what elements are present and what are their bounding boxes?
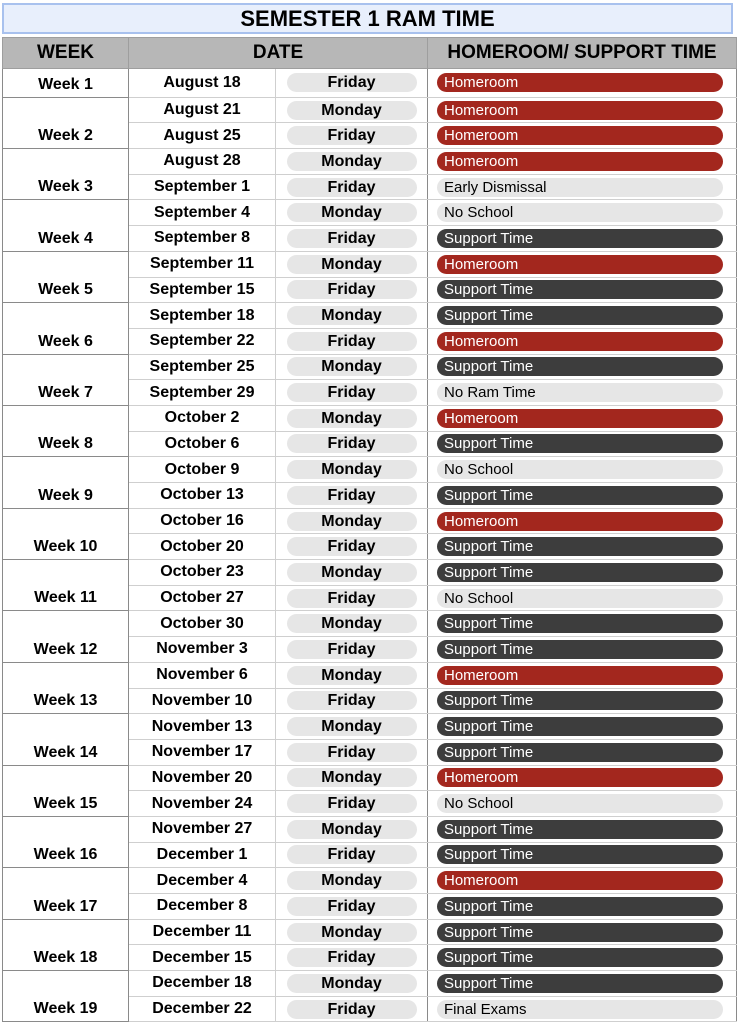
day-chip[interactable]: Monday	[287, 357, 417, 376]
sheet-title[interactable]: SEMESTER 1 RAM TIME	[2, 3, 733, 34]
type-chip[interactable]: Support Time	[437, 357, 723, 376]
day-cell[interactable]	[276, 149, 428, 175]
type-cell[interactable]	[428, 483, 737, 509]
day-chip[interactable]: Monday	[287, 768, 417, 787]
day-cell[interactable]	[276, 611, 428, 637]
day-chip[interactable]: Monday	[287, 717, 417, 736]
type-chip[interactable]: Homeroom	[437, 512, 723, 531]
day-chip[interactable]: Friday	[287, 229, 417, 248]
table-row	[3, 611, 737, 637]
day-cell[interactable]	[276, 534, 428, 560]
day-cell[interactable]	[276, 508, 428, 534]
type-cell[interactable]	[428, 226, 737, 252]
schedule-table	[2, 37, 737, 1022]
type-cell[interactable]	[428, 380, 737, 406]
day-cell[interactable]	[276, 662, 428, 688]
type-cell[interactable]	[428, 508, 737, 534]
table-row	[3, 97, 737, 123]
date-cell[interactable]: October 9	[129, 457, 276, 483]
day-cell[interactable]	[276, 739, 428, 765]
date-cell[interactable]: December 1	[129, 842, 276, 868]
date-cell[interactable]: September 11	[129, 251, 276, 277]
type-chip[interactable]: Support Time	[437, 948, 723, 967]
day-cell[interactable]	[276, 97, 428, 123]
date-cell[interactable]: November 10	[129, 688, 276, 714]
type-cell[interactable]	[428, 534, 737, 560]
day-chip[interactable]: Friday	[287, 589, 417, 608]
table-row	[3, 765, 737, 791]
week-cell[interactable]: Week 12	[3, 611, 129, 662]
day-cell[interactable]	[276, 251, 428, 277]
date-cell[interactable]: November 3	[129, 637, 276, 663]
week-cell[interactable]: Week 9	[3, 457, 129, 508]
type-cell[interactable]	[428, 688, 737, 714]
day-cell[interactable]	[276, 226, 428, 252]
type-cell[interactable]	[428, 662, 737, 688]
week-cell[interactable]: Week 7	[3, 354, 129, 405]
day-chip[interactable]: Friday	[287, 126, 417, 145]
type-chip[interactable]: Support Time	[437, 743, 723, 762]
day-chip[interactable]: Monday	[287, 101, 417, 120]
table-row	[3, 149, 737, 175]
day-cell[interactable]	[276, 457, 428, 483]
week-cell[interactable]: Week 14	[3, 714, 129, 765]
week-cell[interactable]: Week 16	[3, 816, 129, 867]
week-cell[interactable]: Week 10	[3, 508, 129, 559]
date-cell[interactable]: December 4	[129, 868, 276, 894]
date-cell[interactable]: November 24	[129, 791, 276, 817]
week-cell[interactable]: Week 19	[3, 971, 129, 1022]
day-cell[interactable]	[276, 637, 428, 663]
day-chip[interactable]: Friday	[287, 537, 417, 556]
type-chip[interactable]: Final Exams	[437, 1000, 723, 1019]
type-chip[interactable]: Support Time	[437, 537, 723, 556]
type-cell[interactable]	[428, 919, 737, 945]
type-chip[interactable]: Homeroom	[437, 768, 723, 787]
day-cell[interactable]	[276, 277, 428, 303]
type-cell[interactable]	[428, 303, 737, 329]
day-chip[interactable]: Monday	[287, 512, 417, 531]
type-chip[interactable]: Support Time	[437, 974, 723, 993]
type-chip[interactable]: Homeroom	[437, 332, 723, 351]
day-cell[interactable]	[276, 842, 428, 868]
day-chip[interactable]: Friday	[287, 434, 417, 453]
week-cell[interactable]: Week 4	[3, 200, 129, 251]
week-cell[interactable]: Week 8	[3, 405, 129, 456]
type-cell[interactable]	[428, 868, 737, 894]
date-cell[interactable]: September 4	[129, 200, 276, 226]
week-cell[interactable]: Week 11	[3, 560, 129, 611]
date-cell[interactable]: December 18	[129, 971, 276, 997]
date-cell[interactable]: October 16	[129, 508, 276, 534]
day-cell[interactable]	[276, 919, 428, 945]
day-cell[interactable]	[276, 765, 428, 791]
type-cell[interactable]	[428, 123, 737, 149]
type-chip[interactable]: Support Time	[437, 434, 723, 453]
type-cell[interactable]	[428, 816, 737, 842]
day-chip[interactable]: Friday	[287, 640, 417, 659]
day-cell[interactable]	[276, 894, 428, 920]
type-cell[interactable]	[428, 945, 737, 971]
type-chip[interactable]: Homeroom	[437, 126, 723, 145]
table-row	[3, 560, 737, 586]
day-chip[interactable]: Monday	[287, 460, 417, 479]
type-cell[interactable]	[428, 277, 737, 303]
type-chip[interactable]: Support Time	[437, 897, 723, 916]
date-cell[interactable]: September 15	[129, 277, 276, 303]
type-chip[interactable]: No School	[437, 203, 723, 222]
date-cell[interactable]: August 25	[129, 123, 276, 149]
day-chip[interactable]: Monday	[287, 871, 417, 890]
day-chip[interactable]: Monday	[287, 563, 417, 582]
date-cell[interactable]: October 13	[129, 483, 276, 509]
type-chip[interactable]: Support Time	[437, 820, 723, 839]
day-chip[interactable]: Friday	[287, 486, 417, 505]
day-cell[interactable]	[276, 405, 428, 431]
day-cell[interactable]	[276, 328, 428, 354]
type-cell[interactable]	[428, 894, 737, 920]
type-cell[interactable]	[428, 200, 737, 226]
type-cell[interactable]	[428, 842, 737, 868]
date-cell[interactable]: November 20	[129, 765, 276, 791]
day-chip[interactable]: Monday	[287, 614, 417, 633]
date-cell[interactable]: September 1	[129, 174, 276, 200]
day-chip[interactable]: Friday	[287, 332, 417, 351]
day-chip[interactable]: Friday	[287, 897, 417, 916]
table-row	[3, 457, 737, 483]
date-cell[interactable]: September 8	[129, 226, 276, 252]
type-chip[interactable]: Homeroom	[437, 73, 723, 92]
day-cell[interactable]	[276, 714, 428, 740]
day-cell[interactable]	[276, 123, 428, 149]
type-chip[interactable]: Support Time	[437, 717, 723, 736]
day-chip[interactable]: Friday	[287, 743, 417, 762]
table-row	[3, 405, 737, 431]
day-cell[interactable]	[276, 996, 428, 1022]
type-chip[interactable]: No School	[437, 794, 723, 813]
day-chip[interactable]: Monday	[287, 255, 417, 274]
header-type[interactable]: HOMEROOM/ SUPPORT TIME	[428, 38, 737, 69]
day-chip[interactable]: Monday	[287, 974, 417, 993]
day-chip[interactable]: Monday	[287, 666, 417, 685]
type-cell[interactable]	[428, 69, 737, 98]
type-cell[interactable]	[428, 405, 737, 431]
day-cell[interactable]	[276, 971, 428, 997]
day-chip[interactable]: Friday	[287, 383, 417, 402]
table-row	[3, 303, 737, 329]
day-cell[interactable]	[276, 560, 428, 586]
type-chip[interactable]: Homeroom	[437, 871, 723, 890]
day-cell[interactable]	[276, 380, 428, 406]
type-cell[interactable]	[428, 996, 737, 1022]
day-chip[interactable]: Friday	[287, 280, 417, 299]
date-cell[interactable]: October 30	[129, 611, 276, 637]
table-row	[3, 662, 737, 688]
date-cell[interactable]: December 11	[129, 919, 276, 945]
schedule-body	[3, 69, 737, 1022]
date-cell[interactable]: August 18	[129, 69, 276, 98]
type-cell[interactable]	[428, 328, 737, 354]
type-chip[interactable]: Early Dismissal	[437, 178, 723, 197]
date-cell[interactable]: October 6	[129, 431, 276, 457]
day-cell[interactable]	[276, 816, 428, 842]
table-row	[3, 868, 737, 894]
day-cell[interactable]	[276, 945, 428, 971]
header-row	[3, 38, 737, 69]
type-cell[interactable]	[428, 971, 737, 997]
type-chip[interactable]: Homeroom	[437, 666, 723, 685]
table-row	[3, 200, 737, 226]
type-chip[interactable]: No School	[437, 460, 723, 479]
type-cell[interactable]	[428, 714, 737, 740]
date-cell[interactable]: September 29	[129, 380, 276, 406]
day-cell[interactable]	[276, 585, 428, 611]
type-chip[interactable]: Support Time	[437, 306, 723, 325]
type-cell[interactable]	[428, 560, 737, 586]
type-cell[interactable]	[428, 457, 737, 483]
header-week[interactable]: WEEK	[3, 38, 129, 69]
day-cell[interactable]	[276, 688, 428, 714]
day-chip[interactable]: Friday	[287, 794, 417, 813]
day-cell[interactable]	[276, 791, 428, 817]
day-chip[interactable]: Friday	[287, 845, 417, 864]
table-row	[3, 251, 737, 277]
type-cell[interactable]	[428, 174, 737, 200]
day-cell[interactable]	[276, 483, 428, 509]
day-chip[interactable]: Friday	[287, 73, 417, 92]
date-cell[interactable]: November 17	[129, 739, 276, 765]
date-cell[interactable]: September 25	[129, 354, 276, 380]
day-cell[interactable]	[276, 69, 428, 98]
date-cell[interactable]: December 22	[129, 996, 276, 1022]
week-cell[interactable]: Week 3	[3, 149, 129, 200]
day-chip[interactable]: Friday	[287, 691, 417, 710]
day-cell[interactable]	[276, 303, 428, 329]
day-cell[interactable]	[276, 354, 428, 380]
day-cell[interactable]	[276, 174, 428, 200]
type-cell[interactable]	[428, 149, 737, 175]
day-chip[interactable]: Monday	[287, 820, 417, 839]
header-date[interactable]: DATE	[129, 38, 428, 69]
table-row	[3, 69, 737, 98]
type-chip[interactable]: Homeroom	[437, 255, 723, 274]
date-cell[interactable]: August 28	[129, 149, 276, 175]
day-cell[interactable]	[276, 868, 428, 894]
date-cell[interactable]: November 13	[129, 714, 276, 740]
day-chip[interactable]: Friday	[287, 178, 417, 197]
date-cell[interactable]: November 6	[129, 662, 276, 688]
type-chip[interactable]: Support Time	[437, 486, 723, 505]
day-chip[interactable]: Monday	[287, 203, 417, 222]
week-cell[interactable]: Week 18	[3, 919, 129, 970]
type-chip[interactable]: Support Time	[437, 640, 723, 659]
type-cell[interactable]	[428, 97, 737, 123]
date-cell[interactable]: October 20	[129, 534, 276, 560]
date-cell[interactable]: September 18	[129, 303, 276, 329]
day-chip[interactable]: Friday	[287, 1000, 417, 1019]
type-cell[interactable]	[428, 637, 737, 663]
week-cell[interactable]: Week 1	[3, 69, 129, 98]
table-row	[3, 919, 737, 945]
type-cell[interactable]	[428, 354, 737, 380]
type-chip[interactable]: Support Time	[437, 691, 723, 710]
date-cell[interactable]: December 15	[129, 945, 276, 971]
day-cell[interactable]	[276, 200, 428, 226]
type-chip[interactable]: No Ram Time	[437, 383, 723, 402]
type-cell[interactable]	[428, 791, 737, 817]
day-chip[interactable]: Monday	[287, 409, 417, 428]
type-cell[interactable]	[428, 251, 737, 277]
day-chip[interactable]: Monday	[287, 152, 417, 171]
day-chip[interactable]: Friday	[287, 948, 417, 967]
week-cell[interactable]: Week 17	[3, 868, 129, 919]
date-cell[interactable]: November 27	[129, 816, 276, 842]
date-cell[interactable]: December 8	[129, 894, 276, 920]
type-chip[interactable]: Support Time	[437, 923, 723, 942]
table-row	[3, 816, 737, 842]
week-cell[interactable]: Week 5	[3, 251, 129, 302]
date-cell[interactable]: October 23	[129, 560, 276, 586]
type-cell[interactable]	[428, 739, 737, 765]
type-chip[interactable]: Support Time	[437, 614, 723, 633]
type-cell[interactable]	[428, 585, 737, 611]
date-cell[interactable]: August 21	[129, 97, 276, 123]
day-chip[interactable]: Monday	[287, 306, 417, 325]
type-chip[interactable]: Homeroom	[437, 409, 723, 428]
type-cell[interactable]	[428, 431, 737, 457]
table-row	[3, 354, 737, 380]
date-cell[interactable]: October 27	[129, 585, 276, 611]
week-cell[interactable]: Week 2	[3, 97, 129, 148]
week-cell[interactable]: Week 6	[3, 303, 129, 354]
week-cell[interactable]: Week 13	[3, 662, 129, 713]
type-chip[interactable]: Support Time	[437, 563, 723, 582]
type-cell[interactable]	[428, 765, 737, 791]
day-cell[interactable]	[276, 431, 428, 457]
type-cell[interactable]	[428, 611, 737, 637]
type-chip[interactable]: No School	[437, 589, 723, 608]
date-cell[interactable]: October 2	[129, 405, 276, 431]
table-row	[3, 508, 737, 534]
type-chip[interactable]: Homeroom	[437, 101, 723, 120]
day-chip[interactable]: Monday	[287, 923, 417, 942]
table-row	[3, 971, 737, 997]
type-chip[interactable]: Support Time	[437, 229, 723, 248]
date-cell[interactable]: September 22	[129, 328, 276, 354]
type-chip[interactable]: Homeroom	[437, 152, 723, 171]
type-chip[interactable]: Support Time	[437, 280, 723, 299]
week-cell[interactable]: Week 15	[3, 765, 129, 816]
table-row	[3, 714, 737, 740]
type-chip[interactable]: Support Time	[437, 845, 723, 864]
